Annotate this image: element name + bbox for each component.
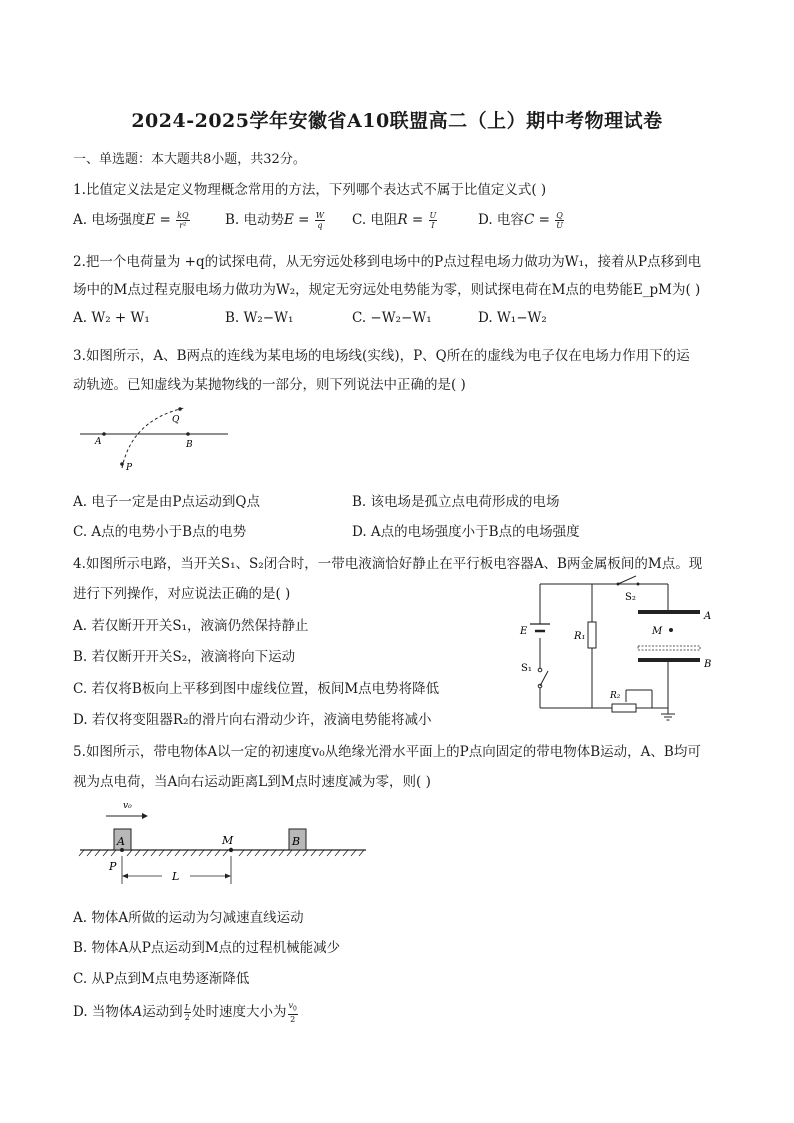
page-title: 2024-2025学年安徽省A10联盟高二（上）期中考物理试卷: [131, 110, 663, 132]
q3-figure: [76, 400, 236, 475]
q2-option-d: D. W₁−W₂: [478, 310, 547, 326]
q4-option-a: A. 若仅断开开关S₁，液滴仍然保持静止: [73, 618, 309, 634]
q3-label-q: Q: [172, 415, 180, 425]
q3-stem-line1: 3.如图所示，A、B两点的连线为某电场的电场线(实线)，P、Q所在的虚线为电子仅在电场力作用下的运: [73, 348, 690, 364]
q5-stem-line2: 视为点电荷，当A向右运动距离L到M点时速度减为零，则( ): [73, 774, 431, 790]
q3-label-a: A: [95, 437, 102, 447]
q4-option-c: C. 若仅将B板向上平移到图中虚线位置，板间M点电势将降低: [73, 681, 440, 697]
q3-stem-line2: 动轨迹。已知虚线为某抛物线的一部分，则下列说法中正确的是( ): [73, 377, 466, 393]
q2-option-c: C. −W₂−W₁: [352, 310, 432, 326]
q1-stem: 1.比值定义法是定义物理概念常用的方法，下列哪个表达式不属于比值定义式( ): [73, 182, 547, 198]
q5-option-c: C. 从P点到M点电势逐渐降低: [73, 971, 250, 987]
section-heading: 一、单选题：本大题共8小题，共32分。: [73, 152, 306, 167]
q4-label-r2: R₂: [610, 691, 621, 701]
q5-label-p: P: [109, 860, 117, 873]
q5-option-d: D. 当物体A运动到 $\frac{L}{2}$ 处时速度大小为 $\frac{v_0}{2}$: [73, 1001, 297, 1024]
q5-label-b: B: [292, 835, 301, 848]
q4-label-s2: S₂: [625, 592, 636, 603]
q3-option-a: A. 电子一定是由P点运动到Q点: [73, 494, 260, 510]
q2-option-b: B. W₂−W₁: [225, 310, 294, 326]
q2-stem-line1: 2.把一个电荷量为 +q的试探电荷，从无穷远处移到电场中的P点过程电场力做功为W₁，接着从P点移到电: [73, 254, 702, 270]
q3-label-b: B: [186, 440, 193, 450]
q4-stem-line1: 4.如图所示电路，当开关S₁、S₂闭合时，一带电液滴恰好静止在平行板电容器A、B两金属板间的M点。现: [73, 556, 703, 572]
q4-circuit-figure: [518, 574, 724, 726]
q4-label-s1: S₁: [521, 663, 532, 674]
q4-label-b: B: [704, 659, 712, 670]
q5-label-l: L: [172, 870, 180, 883]
q2-option-a: A. W₂ + W₁: [73, 310, 150, 326]
q3-option-b: B. 该电场是孤立点电荷形成的电场: [352, 494, 560, 510]
q1-option-b: B. 电动势E = $\frac{W}{q}$: [225, 211, 325, 230]
q4-option-d: D. 若仅将变阻器R₂的滑片向右滑动少许，液滴电势能将减小: [73, 712, 432, 728]
q3-option-d: D. A点的电场强度小于B点的电场强度: [352, 524, 580, 540]
q4-stem-line2: 进行下列操作，对应说法正确的是( ): [73, 586, 291, 602]
q4-label-m: M: [652, 626, 663, 637]
q5-option-a: A. 物体A所做的运动为匀减速直线运动: [73, 910, 304, 926]
q4-label-a: A: [704, 611, 712, 622]
q4-option-b: B. 若仅断开开关S₂，液滴将向下运动: [73, 649, 296, 665]
q5-label-a: A: [117, 835, 125, 848]
q1-option-a: A. 电场强度E = $\frac{kQ}{\text{r²}}$: [73, 211, 189, 230]
q5-label-v0: v₀: [123, 801, 132, 811]
q4-label-e: E: [520, 626, 528, 637]
q2-stem-line2: 场中的M点过程克服电场力做功为W₂，规定无穷远处电势能为零，则试探电荷在M点的电势能E_pM为( ): [73, 282, 701, 298]
q5-stem-line1: 5.如图所示，带电物体A以一定的初速度v₀从绝缘光滑水平面上的P点向固定的带电物体B运动，A、B均可: [73, 744, 701, 760]
q5-figure: [76, 796, 372, 888]
q4-label-r1: R₁: [574, 631, 586, 642]
q1-option-d: D. 电容C = $\frac{Q}{U}$: [478, 211, 563, 230]
q1-option-c: C. 电阻R = $\frac{U}{I}$: [352, 211, 437, 230]
q5-label-m: M: [222, 834, 234, 847]
q3-label-p: P: [126, 463, 133, 473]
q3-option-c: C. A点的电势小于B点的电势: [73, 524, 247, 540]
q5-option-b: B. 物体A从P点运动到M点的过程机械能减少: [73, 940, 341, 956]
